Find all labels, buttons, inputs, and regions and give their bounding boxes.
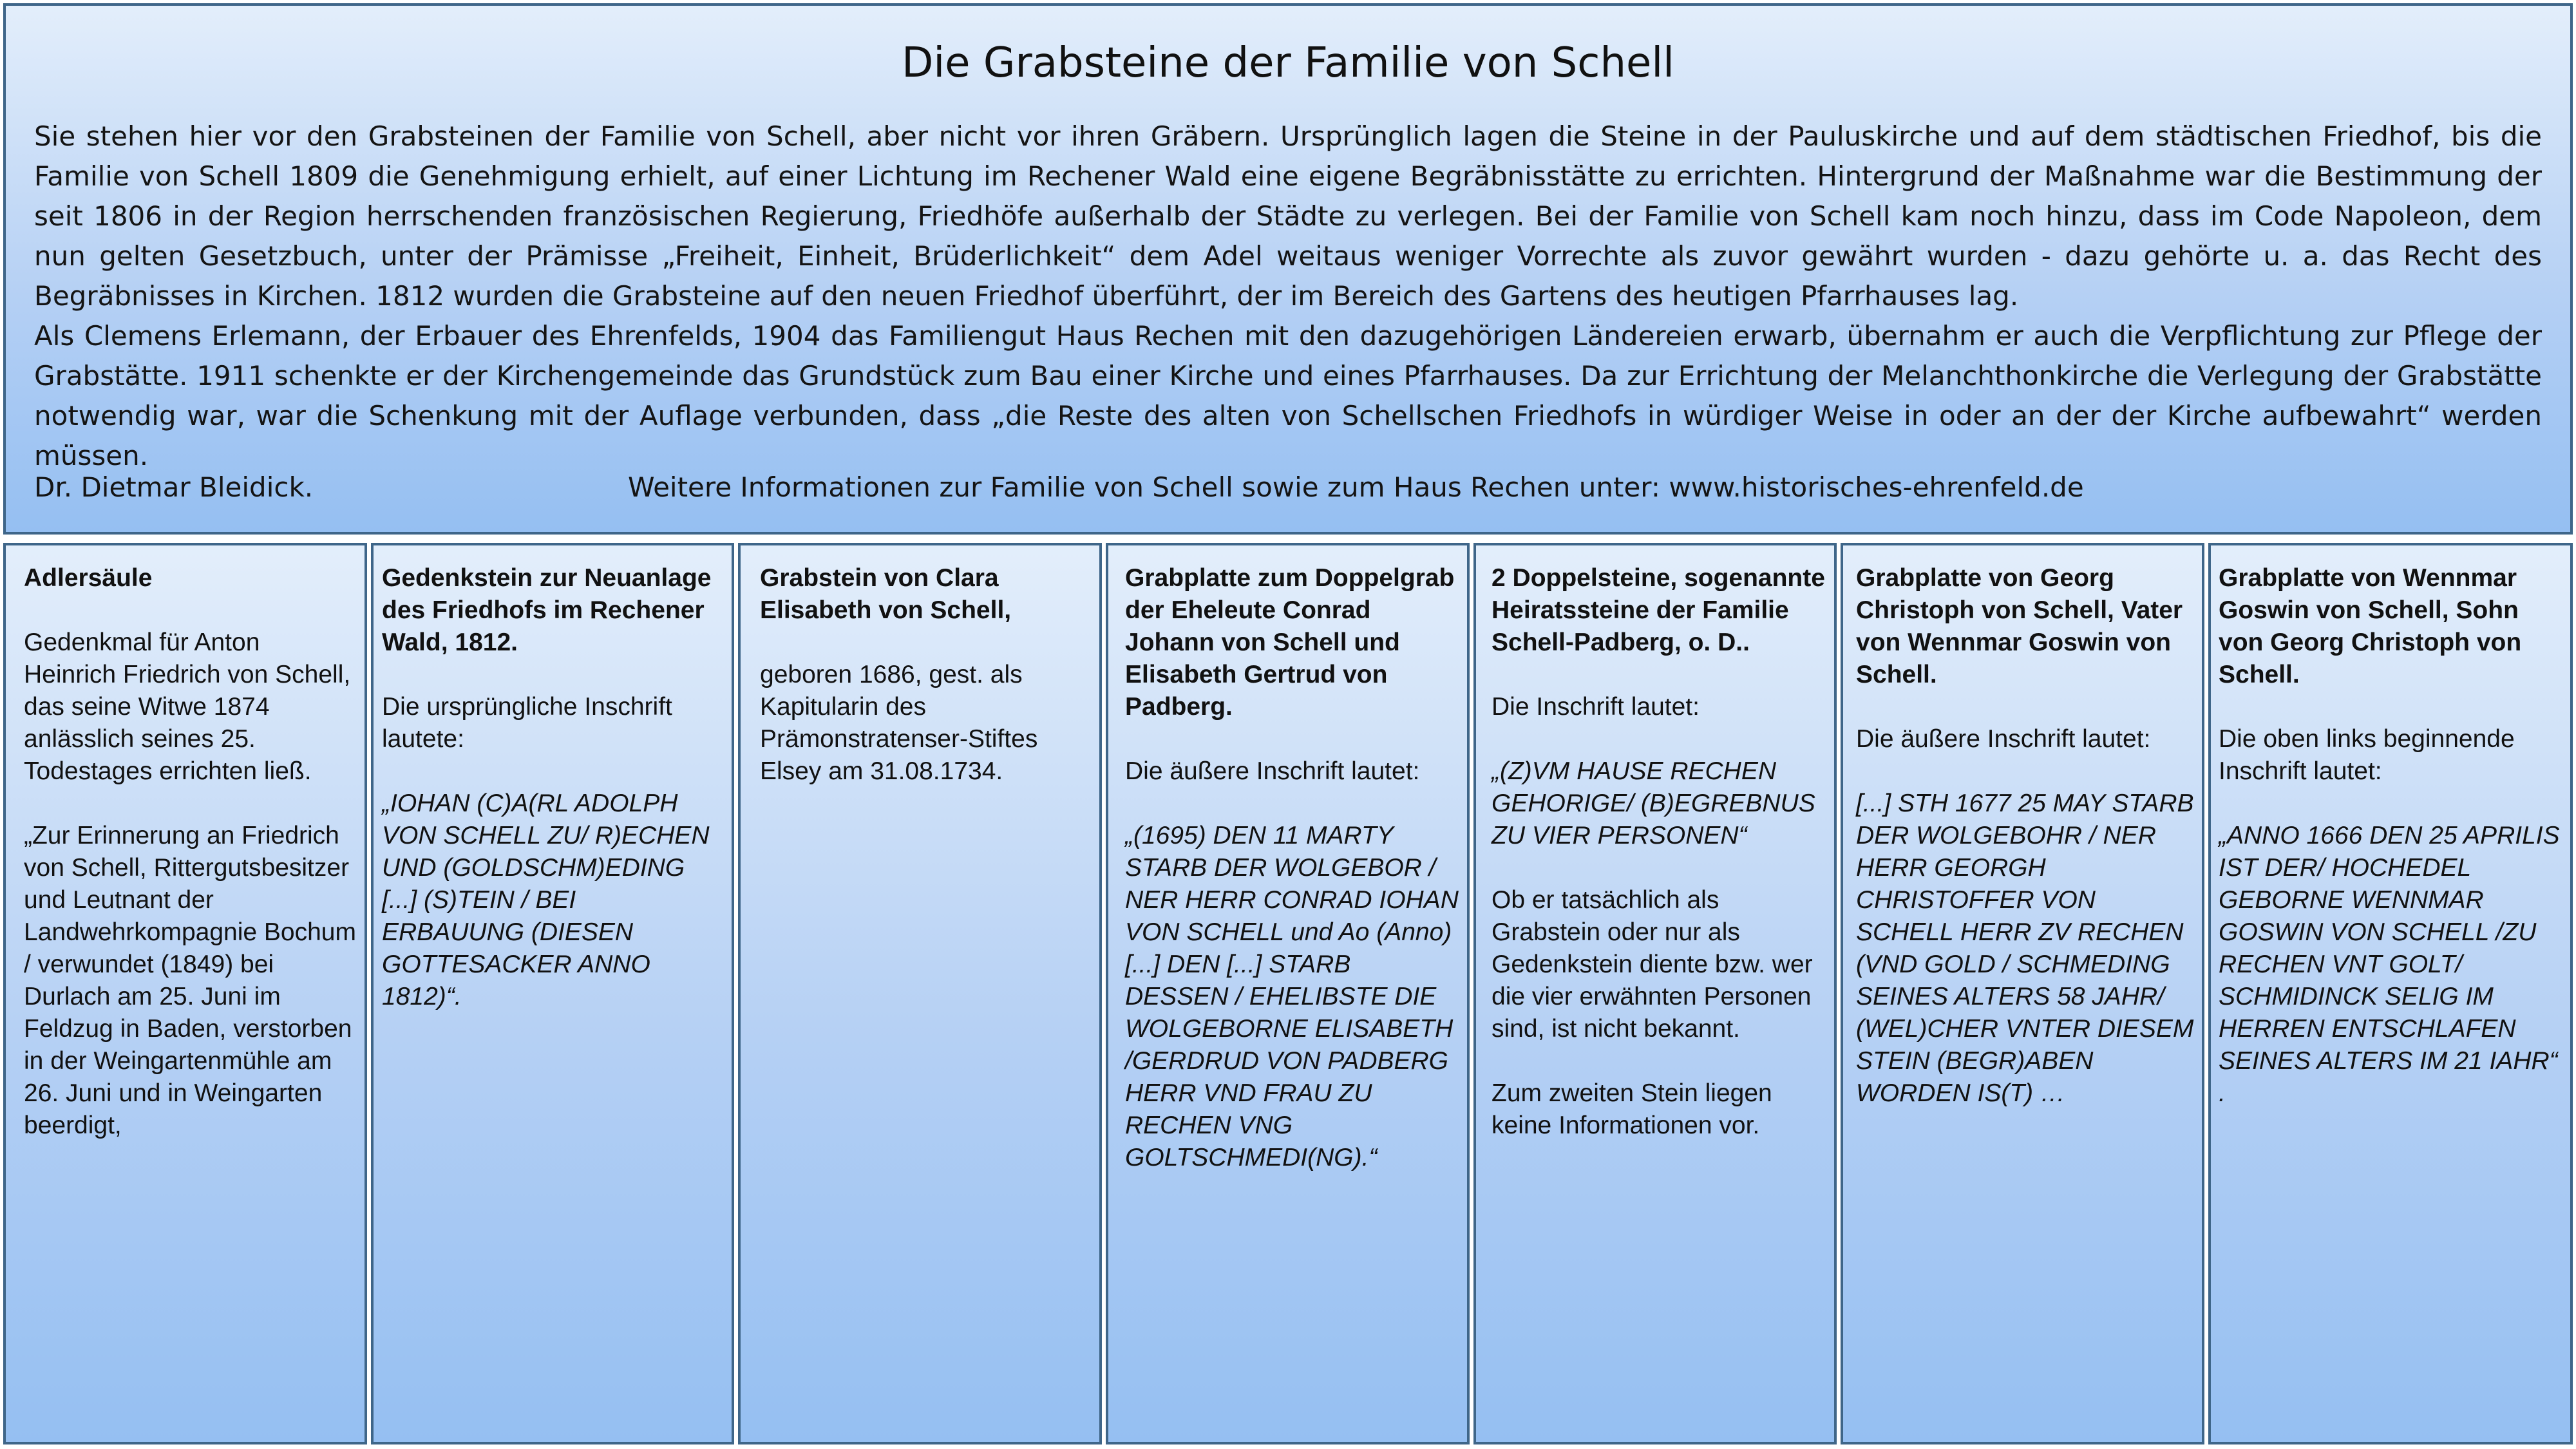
column-text: Zum zweiten Stein liegen keine Informationen vor. (1492, 1079, 1772, 1139)
column-heading: Grabplatte zum Doppelgrab der Eheleute Conrad Johann von Schell und Elisabeth Gertrud von Padberg. (1125, 564, 1455, 721)
column-inscription: „(Z)VM HAUSE RECHEN GEHORIGE/ (B)EGREBNUS ZU VIER PERSONEN“ (1492, 757, 1815, 849)
column-heading: Gedenkstein zur Neuanlage des Friedhofs im Rechener Wald, 1812. (382, 564, 712, 656)
column-heading: Grabstein von Clara Elisabeth von Schell, (760, 564, 1012, 624)
column-adlersaeule (3, 543, 367, 1444)
column-text: Die Inschrift lautet: (1492, 693, 1700, 721)
intro-paragraph-2: Als Clemens Erlemann, der Erbauer des Ehrenfelds, 1904 das Familiengut Haus Rechen mit den dazugehörigen Ländereien erwarb, übernahm er auch die Verpflichtung zur Pflege der Grabstätte. 1911 schenkte er der Kirchengemeinde das Grundstück zum Bau einer Kirche und eines Pfarrhauses. Da zur Errichtung der Melanchthonkirche die Verlegung der Grabstätte notwendig war, war die Schenkung mit der Auflage verbunden, dass „die Reste des alten von Schellschen Friedhofs in würdiger Weise in oder an der der Kirche aufbewahrt“ werden müssen. (34, 320, 2542, 471)
more-info-link-text: Weitere Informationen zur Familie von Schell sowie zum Haus Rechen unter: www.historisches-ehrenfeld.de (628, 471, 2084, 503)
column-doppelgrab (1106, 543, 1470, 1444)
column-text: Die äußere Inschrift lautet: (1125, 757, 1420, 785)
column-inscription: „ANNO 1666 DEN 25 APRILIS IST DER/ HOCHEDEL GEBORNE WENNMAR GOSWIN VON SCHELL /ZU RECHEN VNT GOLT/ SCHMIDINCK SELIG IM HERREN ENTSCHLAFEN SEINES ALTERS IM 21 IAHR“ . (2219, 822, 2560, 1107)
column-text: Ob er tatsächlich als Grabstein oder nur als Gedenkstein diente bzw. wer die vier erwähnten Personen sind, ist nicht bekannt. (1492, 886, 1813, 1043)
column-text: geboren 1686, gest. als Kapitularin des Prämonstratenser-Stiftes Elsey am 31.08.1734. (760, 661, 1038, 785)
column-heading: Grabplatte von Wennmar Goswin von Schell, Sohn von Georg Christoph von Schell. (2219, 564, 2522, 688)
column-inscription: [...] STH 1677 25 MAY STARB DER WOLGEBOHR / NER HERR GEORGH CHRISTOFFER VON SCHELL HERR ZV RECHEN (VND GOLD / SCHMEDING SEINES ALTERS 58 JAHR/ (WEL)CHER VNTER DIESEM STEIN (BEGR)ABEN WORDEN IS(T) … (1856, 790, 2194, 1107)
column-inscription: „IOHAN (C)A(RL ADOLPH VON SCHELL ZU/ R)ECHEN UND (GOLDSCHM)EDING [...] (S)TEIN / BEI ERBAUUNG (DIESEN GOTTESACKER ANNO 1812)“. (382, 790, 710, 1010)
column-heading: Adlersäule (24, 564, 153, 592)
column-grabstein-clara (738, 543, 1102, 1444)
column-text: Die ursprüngliche Inschrift lautete: (382, 693, 672, 753)
column-gedenkstein (371, 543, 734, 1444)
column-wennmar-goswin (2208, 543, 2573, 1444)
column-text: Die oben links beginnende Inschrift lautet: (2219, 725, 2515, 785)
column-heading: Grabplatte von Georg Christoph von Schell, Vater von Wennmar Goswin von Schell. (1856, 564, 2183, 688)
page-title: Die Grabsteine der Familie von Schell (902, 39, 1674, 87)
intro-text (34, 117, 2542, 476)
author: Dr. Dietmar Bleidick. (34, 471, 314, 503)
column-text: „Zur Erinnerung an Friedrich von Schell, Rittergutsbesitzer und Leutnant der Landwehrkompagnie Bochum / verwundet (1849) bei Durlach am 25. Juni im Feldzug in Baden, verstorben in der Weingartenmühle am 26. Juni und in Weingarten beerdigt, (24, 822, 356, 1139)
column-georg-christoph (1841, 543, 2204, 1444)
column-text: Die äußere Inschrift lautet: (1856, 725, 2151, 753)
intro-paragraph-1: Sie stehen hier vor den Grabsteinen der Familie von Schell, aber nicht vor ihren Gräbern. Ursprünglich lagen die Steine in der Pauluskirche und auf dem städtischen Friedhof, bis die Familie von Schell 1809 die Genehmigung erhielt, auf einer Lichtung im Rechener Wald eine eigene Begräbnisstätte zu errichten. Hintergrund der Maßnahme war die Bestimmung der seit 1806 in der Region herrschenden französischen Regierung, Friedhöfe außerhalb der Städte zu verlegen. Bei der Familie von Schell kam noch hinzu, dass im Code Napoleon, dem nun gelten Gesetzbuch, unter der Prämisse „Freiheit, Einheit, Brüderlichkeit“ dem Adel weitaus weniger Vorrechte als zuvor gewährt wurden - dazu gehörte u. a. das Recht des Begräbnisses in Kirchen. 1812 wurden die Grabsteine auf den neuen Friedhof überführt, der im Bereich des Gartens des heutigen Pfarrhauses lag. (34, 120, 2542, 312)
column-inscription: „(1695) DEN 11 MARTY STARB DER WOLGEBOR / NER HERR CONRAD IOHAN VON SCHELL und Ao (Anno) [...] DEN [...] STARB DESSEN / EHELIBSTE DIE WOLGEBORNE ELISABETH /GERDRUD VON PADBERG HERR VND FRAU ZU RECHEN VNG GOLTSCHMEDI(NG).“ (1125, 822, 1459, 1171)
column-text: Gedenkmal für Anton Heinrich Friedrich von Schell, das seine Witwe 1874 anlässlich seines 25. Todestages errichten ließ. (24, 629, 351, 785)
column-heading: 2 Doppelsteine, sogenannte Heiratssteine der Familie Schell-Padberg, o. D.. (1492, 564, 1825, 656)
column-doppelsteine (1473, 543, 1837, 1444)
header-panel (3, 3, 2573, 535)
